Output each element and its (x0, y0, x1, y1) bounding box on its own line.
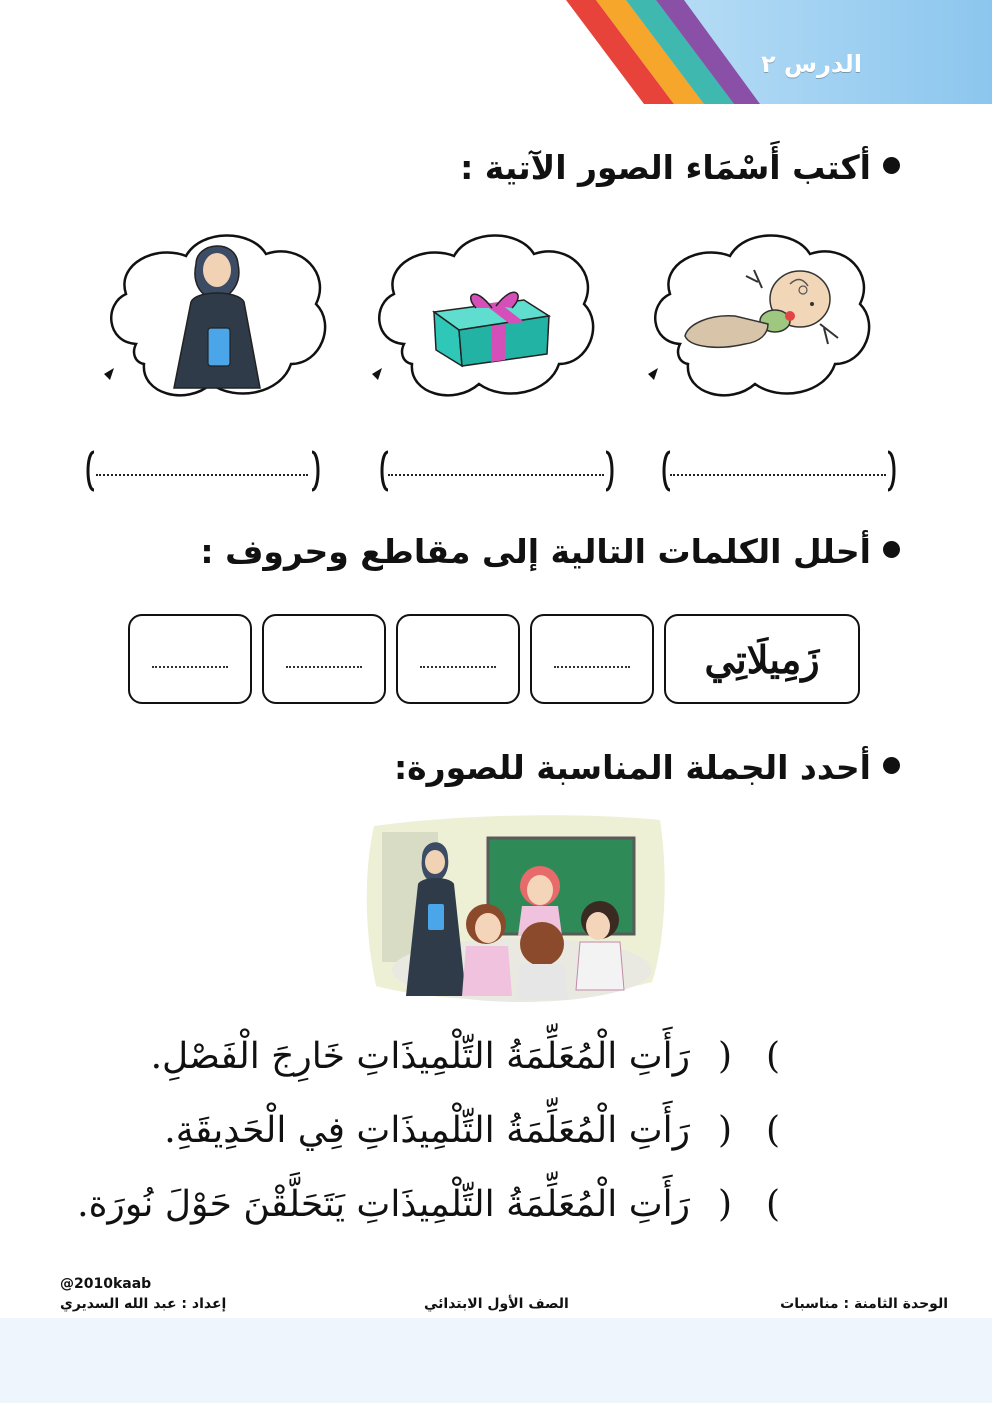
section1-heading (460, 148, 900, 187)
cloud-picture-gift (364, 224, 604, 414)
syllable-box-4[interactable] (128, 614, 252, 704)
dotted-answer-line (286, 666, 362, 668)
section3-heading (394, 748, 900, 787)
bullet-icon (883, 157, 900, 174)
checkbox-bracket-open: ( (765, 1110, 780, 1151)
sentence-option-3[interactable] (77, 1184, 780, 1238)
sentence-text: رَأَتِ الْمُعَلِّمَةُ التِّلْمِيذَاتِ يَتَحَلَّقْنَ حَوْلَ نُورَة. (77, 1184, 690, 1225)
checkbox-bracket-close: ) (717, 1110, 732, 1151)
sentence-text: رَأَتِ الْمُعَلِّمَةُ التِّلْمِيذَاتِ خَارِجَ الْفَصْلِ. (150, 1036, 690, 1077)
section3-heading-text: أحدد الجملة المناسبة للصورة: (393, 748, 871, 787)
analysis-word: زَمِيلَاتِي (704, 636, 820, 682)
dotted-answer-line (420, 666, 496, 668)
answer-line-3[interactable] (84, 448, 322, 494)
sentence-text: رَأَتِ الْمُعَلِّمَةُ التِّلْمِيذَاتِ فِي الْحَدِيقَةِ. (164, 1110, 690, 1151)
unit-label: الوحدة الثامنة : مناسبات (780, 1296, 948, 1312)
dotted-answer-line (670, 474, 886, 476)
dotted-answer-line (96, 474, 308, 476)
cloud-picture-teacher (96, 224, 336, 414)
dotted-answer-line (388, 474, 604, 476)
cloud-picture-baby (640, 224, 880, 414)
word-box (664, 614, 860, 704)
author-credit: إعداد : عبد الله السديري (60, 1296, 227, 1312)
lesson-title: الدرس ٢ (760, 50, 862, 78)
dotted-answer-line (152, 666, 228, 668)
section2-heading (200, 532, 900, 571)
dotted-answer-line (554, 666, 630, 668)
checkbox-bracket-close: ) (717, 1036, 732, 1077)
checkbox-bracket-open: ( (765, 1036, 780, 1077)
syllable-box-3[interactable] (262, 614, 386, 704)
syllable-box-2[interactable] (396, 614, 520, 704)
bullet-icon (883, 757, 900, 774)
checkbox-bracket-close: ) (717, 1184, 732, 1225)
checkbox-bracket-open: ( (765, 1184, 780, 1225)
section2-heading-text: أحلل الكلمات التالية إلى مقاطع وحروف : (200, 532, 871, 571)
syllable-box-1[interactable] (530, 614, 654, 704)
footer-band (0, 1318, 992, 1403)
answer-line-2[interactable] (378, 448, 616, 494)
bullet-icon (883, 541, 900, 558)
sentence-option-2[interactable] (130, 1110, 780, 1164)
author-handle: @2010kaab (60, 1276, 152, 1292)
answer-line-1[interactable] (660, 448, 898, 494)
sentence-option-1[interactable] (130, 1036, 780, 1090)
grade-label: الصف الأول الابتدائي (424, 1296, 569, 1312)
section1-heading-text: أكتب أَسْمَاء الصور الآتية : (460, 148, 871, 187)
classroom-picture (362, 810, 668, 1006)
